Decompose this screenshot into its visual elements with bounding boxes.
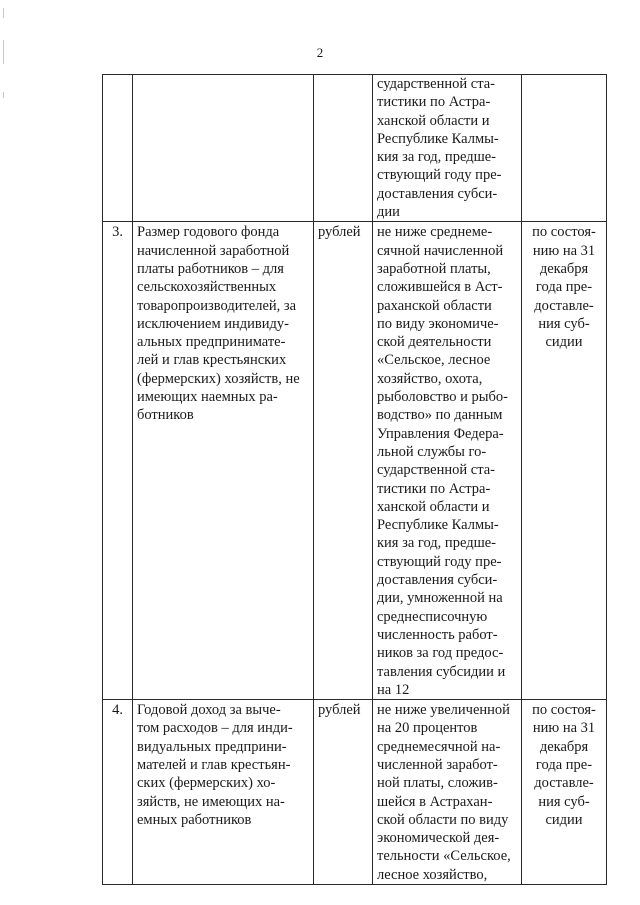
indicator-cell	[133, 75, 314, 222]
indicator-cell	[133, 700, 314, 885]
scan-margin-mark	[3, 92, 4, 98]
text-line: нию на 31	[532, 242, 596, 259]
unit-cell: рублей	[314, 222, 373, 700]
text-line: по состоя-	[532, 224, 596, 241]
text-line: на 20 процентов	[377, 720, 478, 737]
table-row-continuation	[103, 75, 607, 222]
indicator-cell	[133, 222, 314, 700]
text-line: доставле-	[534, 297, 594, 314]
text-line: альных предпринимате-	[137, 334, 286, 351]
value-text	[377, 223, 517, 699]
text-line: по виду экономиче-	[377, 315, 499, 332]
value-cell	[373, 75, 522, 222]
text-line: том расходов – для инди-	[137, 720, 293, 737]
text-line: тистики по Астра-	[377, 94, 491, 111]
text-line: раханской области	[377, 297, 492, 314]
text-line: экономической дея-	[377, 830, 500, 847]
text-line: начисленной заработной	[137, 242, 290, 259]
text-line: платы работников – для	[137, 260, 284, 277]
text-line: (фермерских) хозяйств, не	[137, 370, 300, 387]
text-line: нию на 31	[532, 720, 596, 737]
term-text	[526, 701, 602, 829]
text-line: сударственной ста-	[377, 462, 495, 479]
indicator-text	[137, 223, 309, 424]
text-line: товаропроизводителей, за	[137, 297, 297, 314]
text-line: видуальных предприни-	[137, 738, 287, 755]
text-line: зяйств, не имеющих на-	[137, 793, 285, 810]
text-line: ния суб-	[538, 315, 590, 332]
text-line: тистики по Астра-	[377, 480, 491, 497]
text-line: «Сельское, лесное	[377, 352, 491, 369]
text-line: кия за год, предше-	[377, 149, 496, 166]
text-line: ской деятельности	[377, 334, 492, 351]
text-line: тельности «Сельское,	[377, 848, 511, 865]
text-line: хозяйство, охота,	[377, 370, 483, 387]
text-line: ханской области и	[377, 498, 490, 515]
text-line: численной заработ-	[377, 756, 498, 773]
text-line: кия за год, предше-	[377, 535, 496, 552]
page-number: 2	[316, 45, 324, 60]
value-cell	[373, 700, 522, 885]
text-line: ской области по виду	[377, 811, 509, 828]
text-line: ских (фермерских) хо-	[137, 775, 276, 792]
text-line: года пре-	[535, 756, 593, 773]
text-line: сячной начисленной	[377, 242, 504, 259]
text-line: доставления субси-	[377, 572, 498, 589]
text-line: тавления субсидии и	[377, 663, 506, 680]
term-cell	[522, 700, 607, 885]
text-line: дии, умноженной на	[377, 590, 503, 607]
text-line: Республике Калмы-	[377, 130, 499, 147]
text-line: Размер годового фонда	[137, 224, 280, 241]
criteria-table	[102, 74, 607, 885]
text-line: сидии	[545, 334, 583, 351]
text-line: дии	[377, 204, 400, 221]
row-number	[103, 75, 133, 222]
text-line: среднемесячной на-	[377, 738, 501, 755]
text-line: декабря	[539, 738, 589, 755]
text-line: на 12	[377, 681, 410, 698]
text-line: емных работников	[137, 811, 252, 828]
term-text	[526, 223, 602, 351]
term-cell	[522, 75, 607, 222]
table-row	[103, 222, 607, 700]
text-line: мателей и глав крестьян-	[137, 756, 291, 773]
text-line: имеющих наемных ра-	[137, 389, 278, 406]
text-line: рыболовство и рыбо-	[377, 389, 508, 406]
text-line: ботников	[137, 407, 194, 424]
text-line: ния суб-	[538, 793, 590, 810]
text-line: ной платы, сложив-	[377, 775, 498, 792]
text-line: Республике Калмы-	[377, 517, 499, 534]
text-line: доставле-	[534, 775, 594, 792]
text-line: ствующий году пре-	[377, 553, 502, 570]
text-line: заработной платы,	[377, 260, 491, 277]
text-line: шейся в Астрахан-	[377, 793, 493, 810]
text-line: лесное хозяйство,	[377, 866, 488, 883]
value-text	[377, 701, 517, 884]
table-row	[103, 700, 607, 885]
text-line: сложившейся в Аст-	[377, 279, 503, 296]
text-line: ствующий году пре-	[377, 167, 502, 184]
text-line: водство» по данным	[377, 407, 503, 424]
text-line: лей и глав крестьянских	[137, 352, 287, 369]
value-cell	[373, 222, 522, 700]
text-line: не ниже увеличенной	[377, 702, 510, 719]
text-line: ников за год предос-	[377, 645, 504, 662]
text-line: ханской области и	[377, 112, 490, 129]
text-line: численность работ-	[377, 626, 498, 643]
text-line: сидии	[545, 811, 583, 828]
text-line: Управления Федера-	[377, 425, 504, 442]
text-line: сударственной ста-	[377, 76, 495, 92]
indicator-text	[137, 701, 309, 829]
value-text	[377, 75, 517, 221]
unit-cell: рублей	[314, 700, 373, 885]
text-line: года пре-	[535, 279, 593, 296]
text-line: по состоя-	[532, 702, 596, 719]
text-line: доставления субси-	[377, 185, 498, 202]
text-line: льной службы го-	[377, 443, 487, 460]
text-line: не ниже среднеме-	[377, 224, 493, 241]
text-line: исключением индивиду-	[137, 315, 289, 332]
text-line: сельскохозяйственных	[137, 279, 277, 296]
scan-margin-mark	[3, 8, 4, 18]
row-number: 4.	[103, 700, 133, 885]
text-line: среднесписочную	[377, 608, 488, 625]
text-line: Годовой доход за выче-	[137, 702, 281, 719]
text-line: декабря	[539, 260, 589, 277]
row-number: 3.	[103, 222, 133, 700]
unit-cell	[314, 75, 373, 222]
term-cell	[522, 222, 607, 700]
